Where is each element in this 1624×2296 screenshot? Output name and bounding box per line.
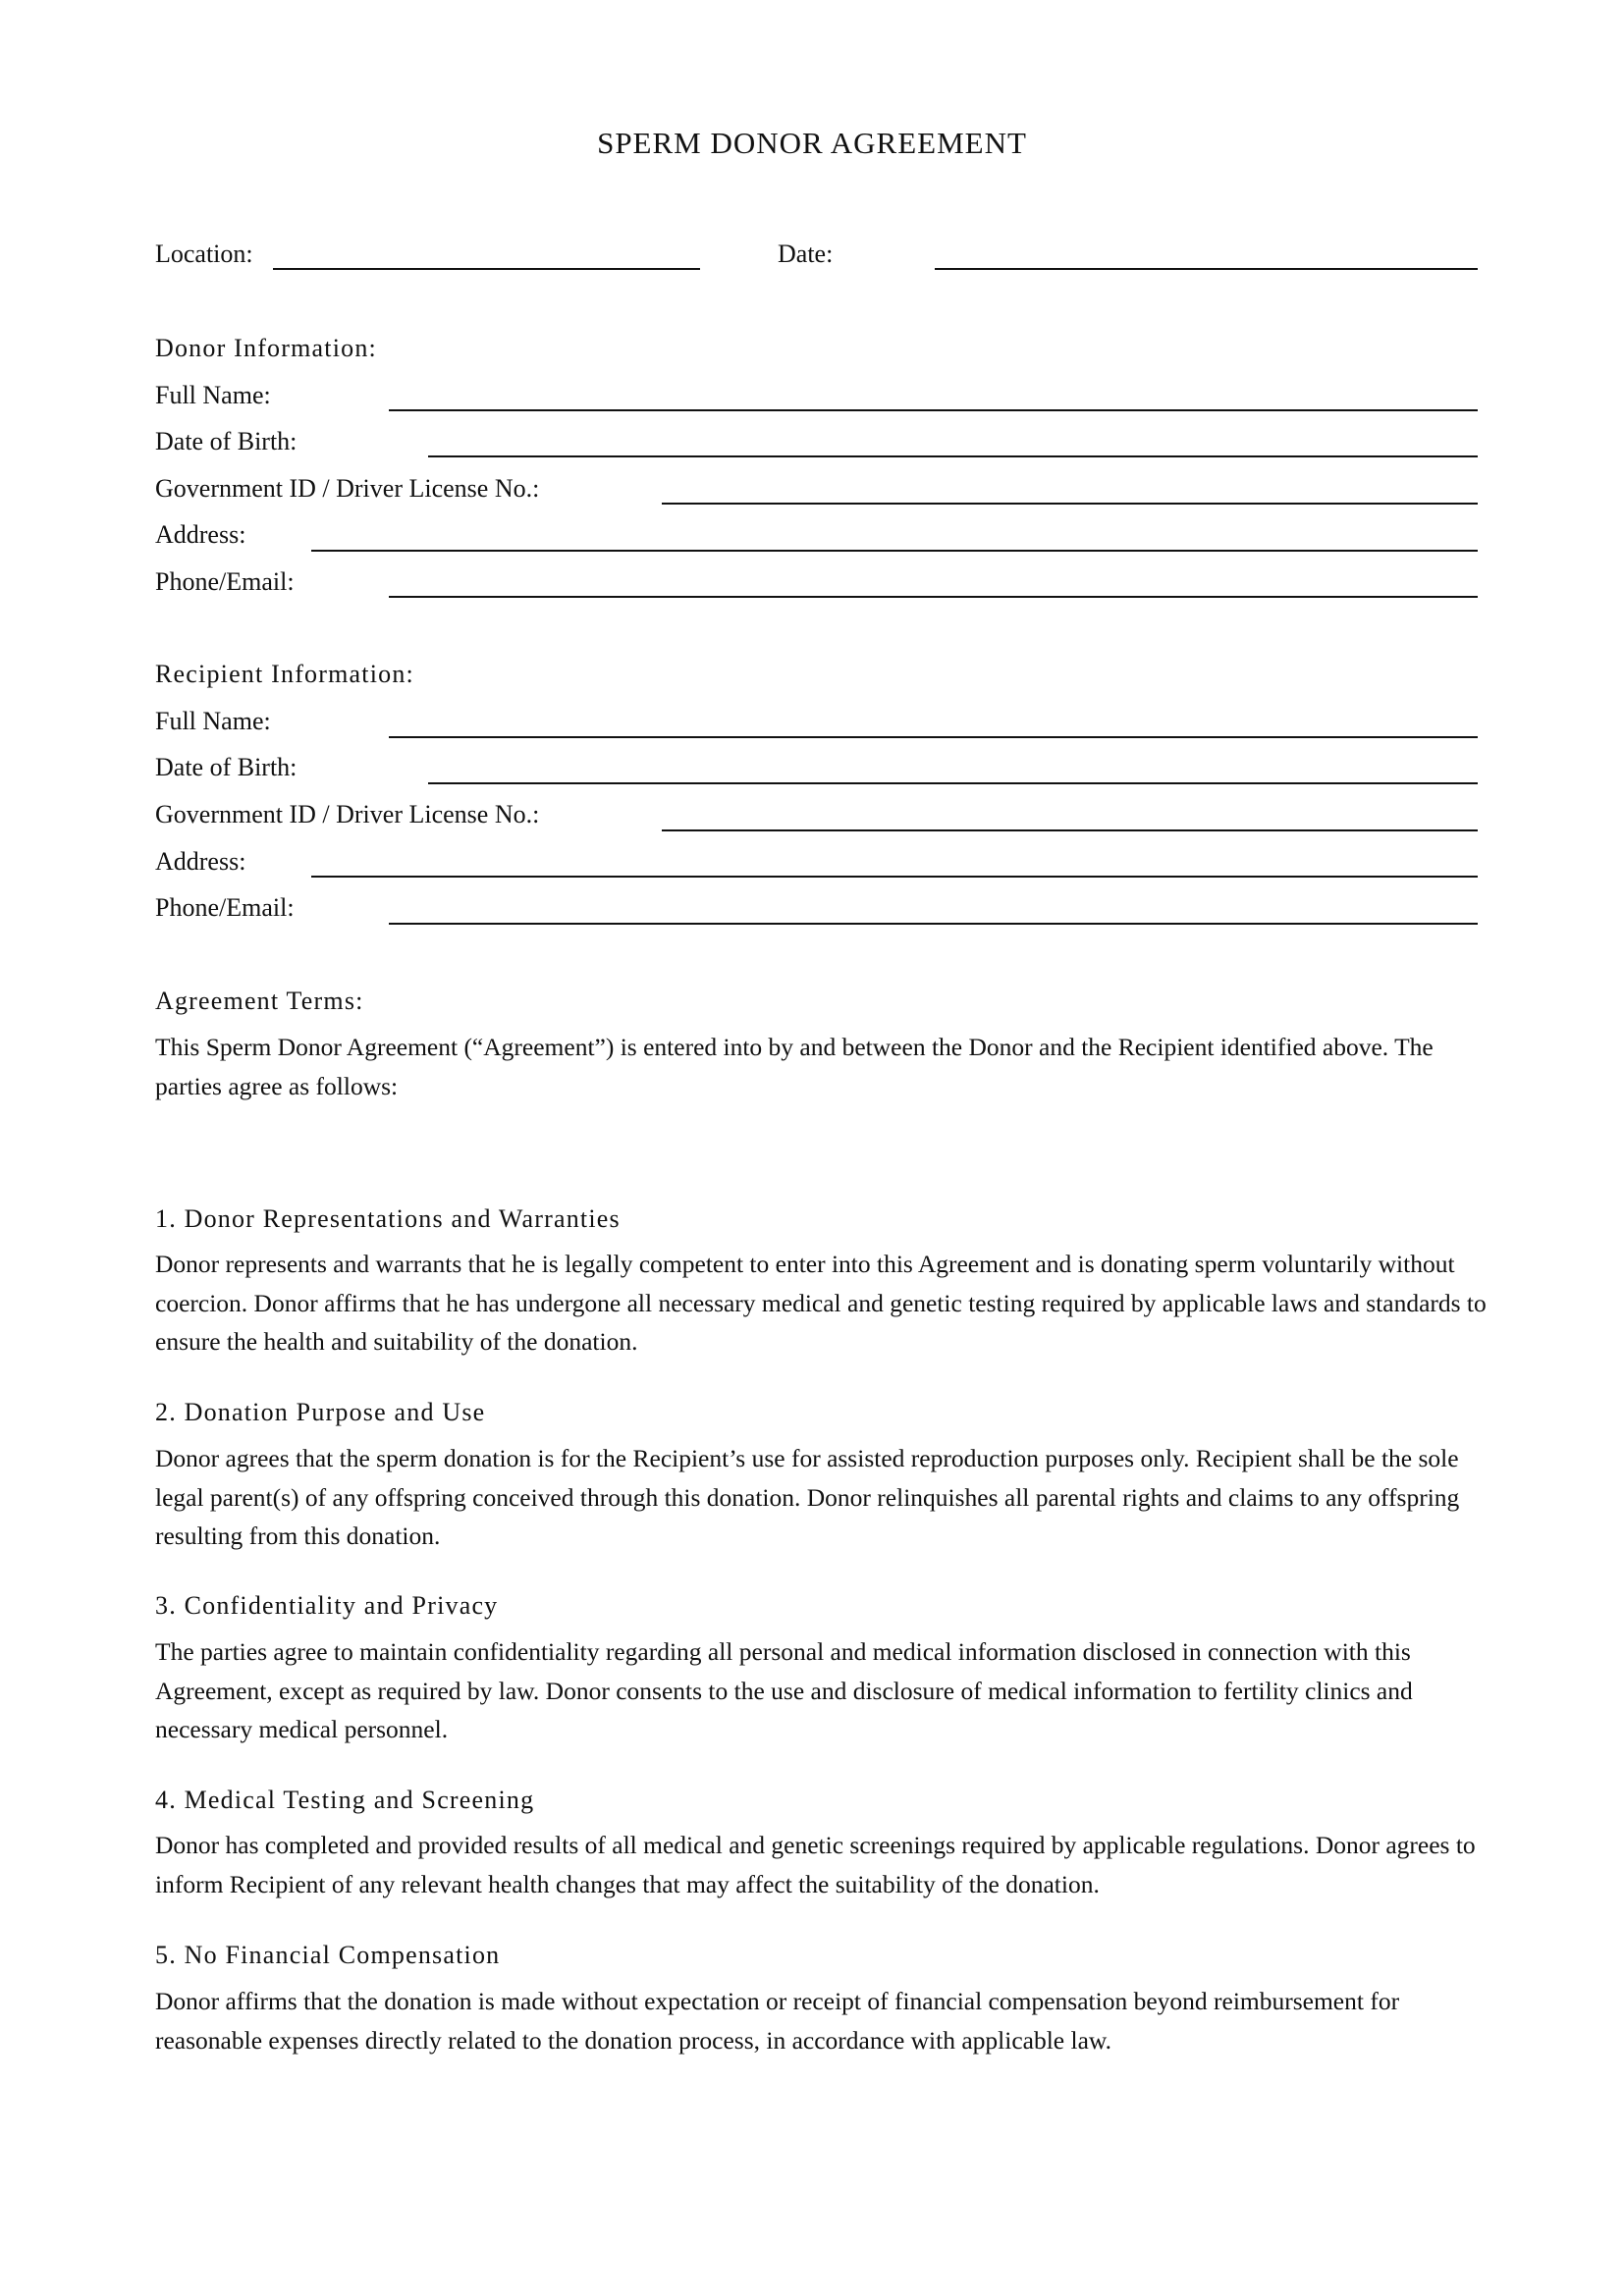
recipient-phone-email-label: Phone/Email:: [155, 893, 295, 922]
donor-phone-email-label: Phone/Email:: [155, 567, 295, 596]
recipient-phone-email-field[interactable]: [389, 923, 1478, 925]
section-4-heading: 4. Medical Testing and Screening: [155, 1786, 535, 1814]
donor-dob-field[interactable]: [428, 455, 1478, 457]
recipient-address-field[interactable]: [311, 876, 1478, 878]
section-3-heading: 3. Confidentiality and Privacy: [155, 1591, 499, 1620]
date-label: Date:: [778, 240, 834, 268]
recipient-full-name-field[interactable]: [389, 736, 1478, 738]
donor-gov-id-label: Government ID / Driver License No.:: [155, 474, 540, 503]
donor-gov-id-field[interactable]: [662, 503, 1478, 505]
section-3-body: The parties agree to maintain confidentiality regarding all personal and medical information disclosed in connection with this Agreement, except as required by law. Donor consents to the use and disclosure of medical information to fertility clinics and necessary medical personnel.: [155, 1637, 1413, 1743]
recipient-gov-id-label: Government ID / Driver License No.:: [155, 800, 540, 828]
donor-full-name-label: Full Name:: [155, 381, 271, 409]
section-2-heading: 2. Donation Purpose and Use: [155, 1398, 486, 1426]
section-1-body: Donor represents and warrants that he is legally competent to enter into this Agreement and is donating sperm voluntarily without coercion. Donor affirms that he has undergone all necessary medical and genetic testing required by applicable laws and standards to ensure the health and suitability of the donation.: [155, 1250, 1487, 1356]
date-field[interactable]: [935, 268, 1478, 270]
section-2-body: Donor agrees that the sperm donation is for the Recipient’s use for assisted reproduction purposes only. Recipient shall be the sole legal parent(s) of any offspring conceived through this donation. Donor relinquishes all parental rights and claims to any offspring resulting from this donation.: [155, 1444, 1460, 1550]
section-4-body: Donor has completed and provided results of all medical and genetic screenings required by applicable regulations. Donor agrees to inform Recipient of any relevant health changes that may affect the suitability of the donation.: [155, 1831, 1476, 1898]
recipient-gov-id-field[interactable]: [662, 829, 1478, 831]
section-5-heading: 5. No Financial Compensation: [155, 1941, 501, 1969]
section-5-body: Donor affirms that the donation is made without expectation or receipt of financial compensation beyond reimbursement for reasonable expenses directly related to the donation process, in accordance with applicable law.: [155, 1987, 1400, 2055]
document-title: SPERM DONOR AGREEMENT: [597, 126, 1027, 160]
recipient-address-label: Address:: [155, 847, 246, 876]
donor-full-name-field[interactable]: [389, 409, 1478, 411]
agreement-terms-heading: Agreement Terms:: [155, 987, 364, 1015]
location-label: Location:: [155, 240, 253, 268]
donor-address-label: Address:: [155, 520, 246, 549]
recipient-info-heading: Recipient Information:: [155, 660, 414, 688]
donor-dob-label: Date of Birth:: [155, 427, 298, 455]
donor-phone-email-field[interactable]: [389, 596, 1478, 598]
recipient-dob-label: Date of Birth:: [155, 753, 298, 781]
recipient-full-name-label: Full Name:: [155, 707, 271, 735]
recipient-dob-field[interactable]: [428, 782, 1478, 784]
donor-address-field[interactable]: [311, 550, 1478, 552]
location-field[interactable]: [273, 268, 700, 270]
donor-info-heading: Donor Information:: [155, 334, 377, 362]
section-1-heading: 1. Donor Representations and Warranties: [155, 1204, 621, 1233]
agreement-intro-paragraph: This Sperm Donor Agreement (“Agreement”) is entered into by and between the Donor and the Recipient identified above. The parties agree as follows:: [155, 1033, 1434, 1100]
